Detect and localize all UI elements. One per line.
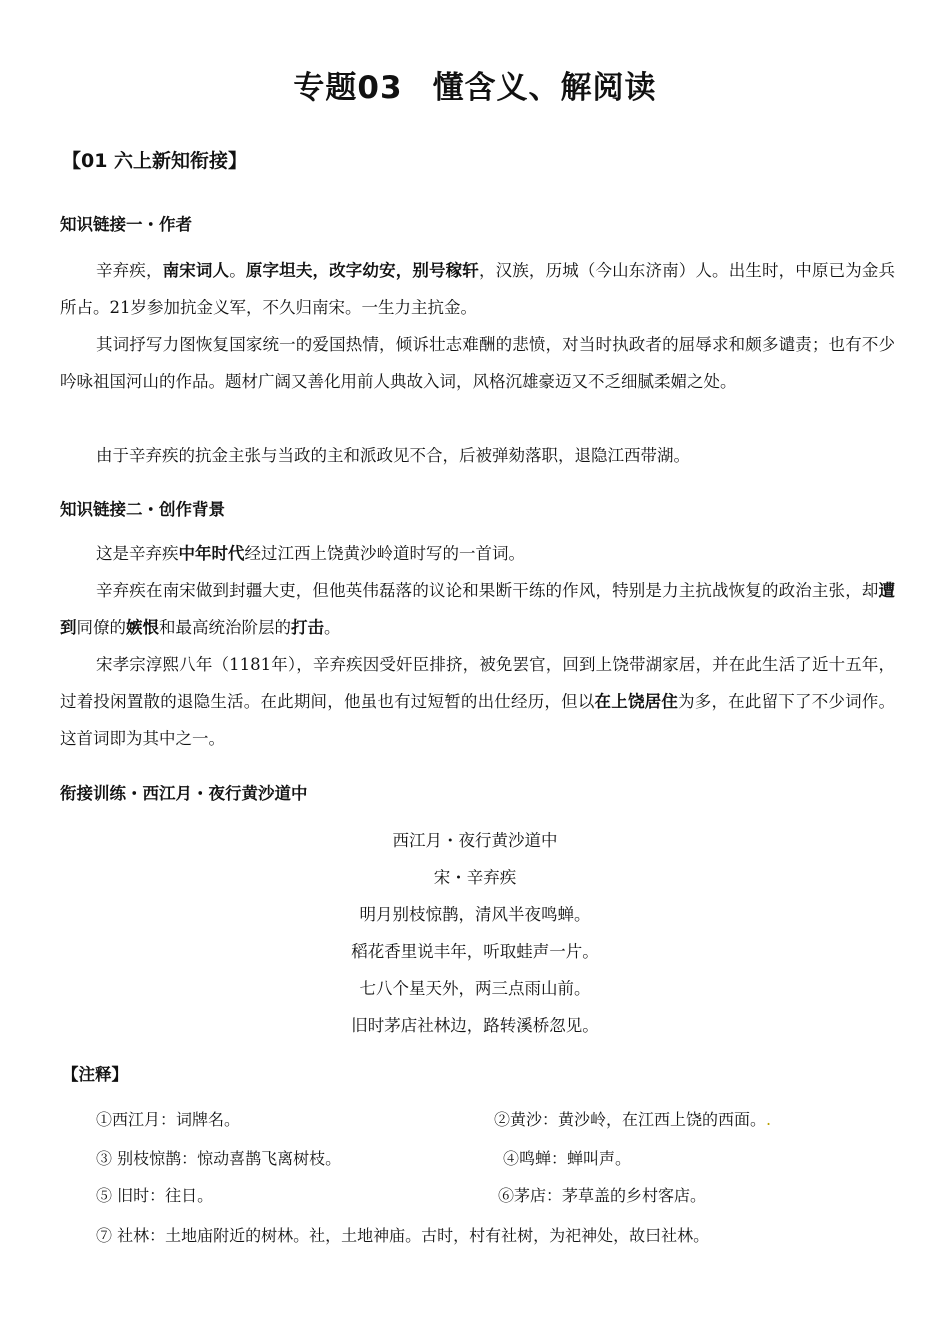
- bold-run: 在上饶居住: [594, 692, 679, 711]
- poem-line: 明月别枝惊鹊，清风半夜鸣蝉。: [359, 905, 591, 924]
- link2-paragraph-3: [60, 646, 895, 757]
- poem-title: 西江月・夜行黄沙道中: [392, 831, 558, 850]
- link2-paragraph-1: [60, 535, 895, 572]
- text-run: 和最高统治阶层的: [159, 618, 291, 637]
- note-text: ②黄沙：黄沙岭，在江西上饶的西面。: [494, 1110, 767, 1129]
- note-item: ③ 别枝惊鹊：惊动喜鹊飞离树枝。: [96, 1149, 342, 1168]
- text-run: 。: [324, 618, 341, 637]
- link2-heading: 知识链接二・创作背景: [60, 500, 225, 519]
- text-run: 辛弃疾，: [96, 261, 163, 280]
- page-title: [0, 62, 950, 107]
- note-item: ⑦ 社林：土地庙附近的树林。社，土地神庙。古时，村有社树，为祀神处，故曰社林。: [96, 1226, 710, 1245]
- title-topic-number: 专题03: [293, 70, 403, 106]
- text-run: 经过江西上饶黄沙岭道时写的一首词。: [244, 544, 525, 563]
- text-run: 。: [229, 261, 246, 280]
- link1-heading: 知识链接一・作者: [60, 215, 192, 234]
- text-run: 宋孝宗淳熙八年（1181年），辛弃疾因受奸臣排挤，被免罢官，回到上饶带湖家居，并在此生活了近十五年，过着投闲置散的退隐生活。在此期间，他虽也有过短暂的出仕经历，但以: [60, 655, 895, 711]
- note-item: ①西江月：词牌名。: [96, 1110, 241, 1129]
- text-run: 为多，在此留下了不少词作。这首词即为其中之一。: [60, 692, 896, 748]
- link2-paragraph-2: [60, 572, 895, 646]
- practice-heading: 衔接训练・西江月・夜行黄沙道中: [60, 784, 308, 803]
- notes-heading: 【注释】: [62, 1065, 128, 1084]
- poem-block: [0, 822, 950, 1044]
- title-topic-name: 懂含义、解阅读: [432, 70, 657, 106]
- poem-line: 稻花香里说丰年，听取蛙声一片。: [351, 942, 599, 961]
- note-item: ④鸣蝉：蝉叫声。: [503, 1149, 632, 1168]
- note-item: [494, 1108, 771, 1132]
- poem-line: 七八个星天外，两三点雨山前。: [359, 979, 591, 998]
- text-run: 同僚的: [76, 618, 126, 637]
- note-item: ⑤ 旧时：往日。: [96, 1186, 214, 1205]
- link1-paragraph-2: 其词抒写力图恢复国家统一的爱国热情，倾诉壮志难酬的悲愤，对当时执政者的屈辱求和颇多谴责；也有不少吟咏祖国河山的作品。题材广阔又善化用前人典故入词，风格沉雄豪迈又不乏细腻柔媚之处。: [60, 335, 895, 391]
- bold-run: 南宋词人: [162, 261, 230, 280]
- bold-run: 嫉恨: [126, 618, 159, 637]
- text-run: 这是辛弃疾: [96, 544, 179, 563]
- link1-paragraph-1: [60, 252, 895, 326]
- bold-run: 遭到: [60, 581, 895, 637]
- poem-author: 宋・辛弃疾: [433, 868, 517, 887]
- stray-dot-mark: .: [766, 1110, 772, 1129]
- text-run: ，汉族，历城（今山东济南）人。出生时，中原已为金兵所占。21岁参加抗金义军，不久归南宋。一生力主抗金。: [60, 261, 896, 317]
- text-run: 辛弃疾在南宋做到封疆大吏，但他英伟磊落的议论和果断干练的作风，特别是力主抗战恢复的政治主张，却: [96, 581, 879, 600]
- link1-paragraph-3: 由于辛弃疾的抗金主张与当政的主和派政见不合，后被弹劾落职，退隐江西带湖。: [96, 446, 690, 465]
- section-heading: 【01 六上新知衔接】: [62, 150, 248, 172]
- bold-run: 原字坦夫，改字幼安，别号稼轩: [245, 261, 479, 280]
- bold-run: 中年时代: [178, 544, 245, 563]
- bold-run: 打击: [291, 618, 324, 637]
- poem-line: 旧时茅店社林边，路转溪桥忽见。: [351, 1016, 599, 1035]
- note-item: ⑥茅店：茅草盖的乡村客店。: [498, 1186, 707, 1205]
